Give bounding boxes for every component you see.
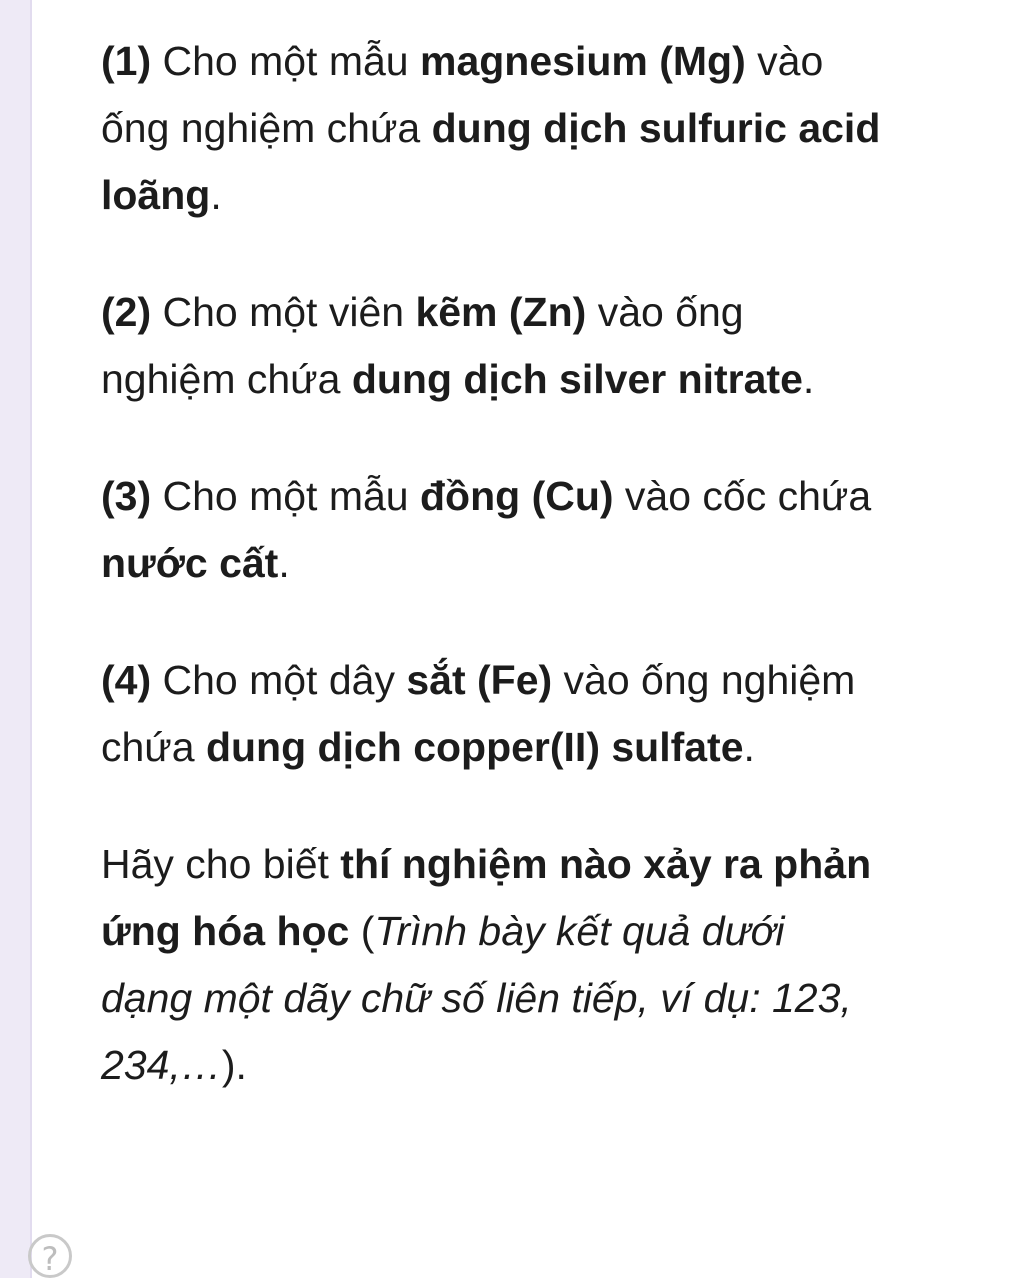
- question-instruction: Trình bày kết quả dưới dạng một dãy chữ số liên tiếp, ví dụ: 123, 234,…: [101, 908, 852, 1088]
- experiment-bold-text: dung dịch sulfuric acid loãng: [101, 105, 881, 218]
- experiment-text: vào cốc chứa: [613, 473, 872, 519]
- experiment-bold-text: dung dịch silver nitrate: [351, 356, 803, 402]
- experiment-text: Cho một mẫu: [151, 473, 420, 519]
- experiment-text: .: [278, 540, 290, 586]
- question-prompt: [101, 831, 881, 1099]
- experiment-bold-text: nước cất: [101, 540, 279, 586]
- experiment-4: [101, 647, 881, 781]
- experiment-number: (3): [101, 473, 152, 519]
- experiment-text: Cho một mẫu: [151, 38, 420, 84]
- question-content: [101, 28, 881, 1149]
- experiment-number: (2): [101, 289, 152, 335]
- experiment-1: [101, 28, 881, 229]
- experiment-text: .: [802, 356, 815, 402]
- experiment-number: (4): [101, 657, 152, 703]
- experiment-text: Cho một viên: [151, 289, 416, 335]
- experiment-bold-text: magnesium (Mg): [420, 38, 746, 84]
- question-text: (: [349, 908, 375, 954]
- experiment-bold-text: đồng (Cu): [420, 473, 614, 519]
- experiment-text: .: [743, 724, 755, 770]
- experiment-text: vào ống nghiệm chứa: [101, 657, 856, 770]
- experiment-text: .: [210, 172, 222, 218]
- left-sidebar-strip: [0, 0, 32, 1278]
- question-bold-text: thí nghiệm nào xảy ra phản ứng hóa học: [101, 841, 872, 954]
- experiment-text: vào ống nghiệm chứa: [101, 38, 824, 151]
- experiment-text: Cho một dây: [151, 657, 407, 703]
- experiment-number: (1): [101, 38, 152, 84]
- help-icon[interactable]: ?: [28, 1234, 72, 1278]
- experiment-3: [101, 463, 881, 597]
- experiment-2: [101, 279, 881, 413]
- experiment-bold-text: dung dịch copper(II) sulfate: [205, 724, 744, 770]
- experiment-text: vào ống nghiệm chứa: [101, 289, 744, 402]
- question-text: Hãy cho biết: [101, 841, 341, 887]
- question-text: ).: [221, 1042, 247, 1088]
- experiment-bold-text: sắt (Fe): [406, 657, 553, 703]
- experiment-bold-text: kẽm (Zn): [415, 289, 587, 335]
